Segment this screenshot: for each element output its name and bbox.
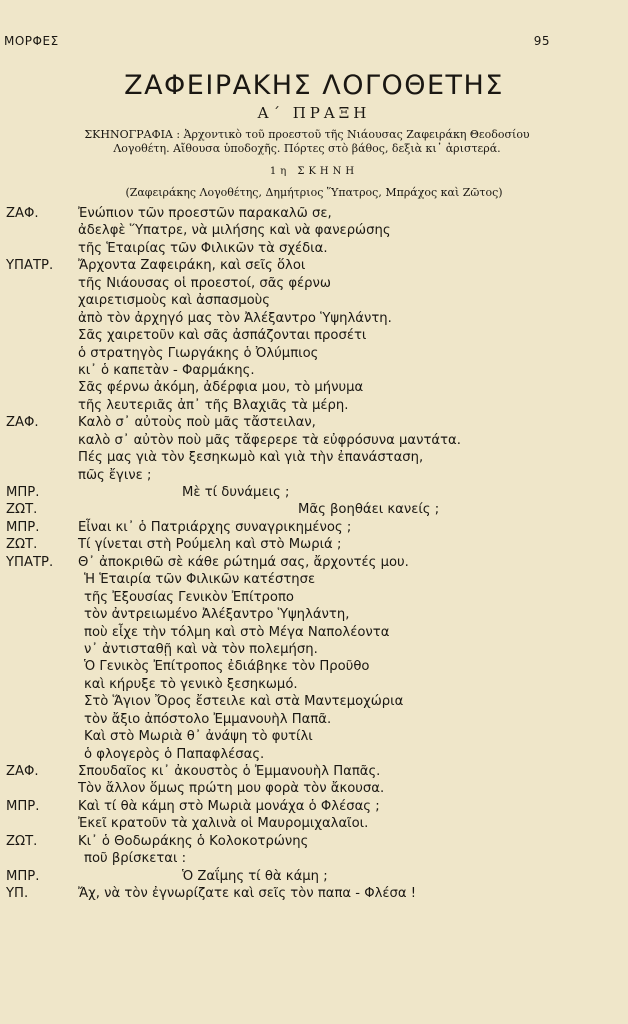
speaker-label: ΖΑΦ. bbox=[6, 206, 39, 221]
dialogue-line bbox=[0, 537, 628, 554]
dialogue-line bbox=[0, 433, 628, 450]
speaker-label: ΖΩΤ. bbox=[6, 833, 38, 849]
scene-heading: 1η ΣΚΗΝΗ bbox=[269, 166, 359, 177]
dialogue-line bbox=[0, 450, 628, 467]
play-title: ΖΑΦΕΙΡΑΚΗΣ ΛΟΓΟΘΕΤΗΣ bbox=[124, 70, 504, 101]
dialogue-line bbox=[0, 258, 628, 275]
scenography bbox=[6, 128, 608, 156]
running-head bbox=[4, 34, 550, 48]
dialogue-line bbox=[0, 276, 628, 293]
dialogue-line bbox=[0, 293, 628, 310]
journal-name: ΜΟΡΦΕΣ bbox=[4, 34, 59, 48]
speaker-label: ΖΑΦ. bbox=[6, 764, 39, 779]
verse-text: Καλὸ σ᾽ αὐτοὺς ποὺ μᾶς τἄστειλαν, bbox=[78, 415, 316, 431]
dialogue-line bbox=[0, 659, 628, 676]
dialogue-line bbox=[0, 311, 628, 328]
speaker-label: ΜΠΡ. bbox=[6, 485, 40, 500]
verse-text: τῆς Νιάουσας οἱ προεστοί, σᾶς φέρνω bbox=[78, 275, 331, 291]
verse-text: τῆς Ἐξουσίας Γενικὸν Ἐπίτροπο bbox=[84, 589, 294, 605]
verse-text: ν᾽ ἀντισταθῇ καὶ νὰ τὸν πολεμήση. bbox=[84, 641, 318, 657]
verse-text: Σπουδαῖος κι᾽ ἀκουστὸς ὁ Ἐμμανουὴλ Παπᾶς. bbox=[78, 764, 381, 779]
dialogue-line bbox=[0, 502, 628, 519]
dialogue-line bbox=[0, 520, 628, 537]
dialogue-line bbox=[0, 485, 628, 502]
dialogue-line bbox=[0, 363, 628, 380]
verse-text: Τί γίνεται στὴ Ρούμελη καὶ στὸ Μωριά ; bbox=[78, 537, 342, 553]
scenography-line: Λογοθέτη. Αἴθουσα ὑποδοχῆς. Πόρτες στὸ βάθος, δεξιὰ κι᾽ ἀριστερά. bbox=[113, 142, 501, 155]
dialogue-line bbox=[0, 625, 628, 642]
verse-text: Ἄχ, νὰ τὸν ἐγνωρίζατε καὶ σεῖς τὸν παπα - Φλέσα ! bbox=[78, 886, 417, 902]
speaker-label: ΜΠΡ. bbox=[6, 519, 40, 535]
dialogue bbox=[0, 206, 628, 904]
verse-text: ποῦ βρίσκεται : bbox=[84, 851, 187, 867]
dialogue-line bbox=[0, 729, 628, 746]
dialogue-line bbox=[0, 834, 628, 851]
dialogue-line bbox=[0, 712, 628, 729]
act-heading: Α΄ ΠΡΑΞΗ bbox=[257, 104, 371, 122]
dialogue-line bbox=[0, 346, 628, 363]
verse-text: Στὸ Ἅγιον Ὄρος ἔστειλε καὶ στὰ Μαντεμοχώρια bbox=[84, 694, 404, 710]
dialogue-line bbox=[0, 886, 628, 903]
dialogue-line bbox=[0, 241, 628, 258]
dialogue-line bbox=[0, 869, 628, 886]
verse-text: Ἡ Ἑταιρία τῶν Φιλικῶν κατέστησε bbox=[84, 572, 316, 588]
verse-text: ἀπὸ τὸν ἀρχηγό μας τὸν Ἀλέξαντρο Ὑψηλάντη. bbox=[78, 310, 392, 326]
verse-text: καὶ κήρυξε τὸ γενικὸ ξεσηκωμό. bbox=[84, 676, 298, 692]
verse-text: Μᾶς βοηθάει κανείς ; bbox=[298, 502, 440, 518]
verse-text: Ὁ Γενικὸς Ἐπίτροπος ἐδιάβηκε τὸν Προῦθο bbox=[84, 659, 370, 675]
verse-text: ἀδελφὲ Ὕπατρε, νὰ μιλήσης καὶ νὰ φανερώσης bbox=[78, 223, 391, 239]
dialogue-line bbox=[0, 816, 628, 833]
dialogue-line bbox=[0, 555, 628, 572]
verse-text: πῶς ἔγινε ; bbox=[78, 467, 152, 483]
dialogue-line bbox=[0, 799, 628, 816]
scenography-line: ΣΚΗΝΟΓΡΑΦΙΑ : Ἀρχοντικὸ τοῦ προεστοῦ τῆς Νιάουσας Ζαφειράκη Θεοδοσίου bbox=[84, 128, 530, 141]
speaker-label: ΜΠΡ. bbox=[6, 868, 40, 884]
cast-list: (Ζαφειράκης Λογοθέτης, Δημήτριος Ὕπατρος, Μπράχος καὶ Ζῶτος) bbox=[125, 186, 503, 199]
dialogue-line bbox=[0, 642, 628, 659]
verse-text: Σᾶς φέρνω ἀκόμη, ἀδέρφια μου, τὸ μήνυμα bbox=[78, 380, 364, 396]
verse-text: Ὁ Ζαΐμης τί θὰ κάμη ; bbox=[182, 868, 328, 884]
verse-text: Ἐκεῖ κρατοῦν τὰ χαλινὰ οἱ Μαυρομιχαλαῖοι. bbox=[78, 816, 369, 832]
verse-text: τῆς λευτεριᾶς ἀπ᾽ τῆς Βλαχιᾶς τὰ μέρη. bbox=[78, 397, 349, 413]
page-number: 95 bbox=[533, 34, 550, 48]
speaker-label: ΖΑΦ. bbox=[6, 415, 39, 431]
dialogue-line bbox=[0, 781, 628, 798]
dialogue-line bbox=[0, 607, 628, 624]
dialogue-line bbox=[0, 764, 628, 781]
dialogue-line bbox=[0, 572, 628, 589]
dialogue-line bbox=[0, 694, 628, 711]
verse-text: κι᾽ ὁ καπετὰν - Φαρμάκης. bbox=[78, 362, 255, 378]
verse-text: Καὶ στὸ Μωριὰ θ᾽ ἀνάψη τὸ φυτίλι bbox=[84, 729, 313, 745]
dialogue-line bbox=[0, 415, 628, 432]
verse-text: Πές μας γιὰ τὸν ξεσηκωμὸ καὶ γιὰ τὴν ἐπανάσταση, bbox=[78, 450, 424, 466]
dialogue-line bbox=[0, 328, 628, 345]
dialogue-line bbox=[0, 747, 628, 764]
verse-text: ὁ στρατηγὸς Γιωργάκης ὁ Ὀλύμπιος bbox=[78, 345, 319, 361]
verse-text: τὸν ἀντρειωμένο Ἀλέξαντρο Ὑψηλάντη, bbox=[84, 607, 350, 623]
verse-text: Τὸν ἄλλον ὅμως πρώτη μου φορὰ τὸν ἄκουσα. bbox=[78, 781, 385, 797]
speaker-label: ΖΩΤ. bbox=[6, 537, 38, 553]
verse-text: ποὺ εἶχε τὴν τόλμη καὶ στὸ Μέγα Ναπολέοντα bbox=[84, 624, 390, 640]
speaker-label: ΥΠ. bbox=[6, 886, 29, 902]
verse-text: Εἶναι κι᾽ ὁ Πατριάρχης συναγρικημένος ; bbox=[78, 519, 352, 535]
speaker-label: ΥΠΑΤΡ. bbox=[6, 554, 54, 570]
verse-text: Σᾶς χαιρετοῦν καὶ σᾶς ἀσπάζονται προσέτι bbox=[78, 328, 367, 344]
dialogue-line bbox=[0, 398, 628, 415]
speaker-label: ΥΠΑΤΡ. bbox=[6, 258, 54, 274]
dialogue-line bbox=[0, 380, 628, 397]
dialogue-line bbox=[0, 468, 628, 485]
speaker-label: ΜΠΡ. bbox=[6, 798, 40, 814]
verse-text: Μὲ τί δυνάμεις ; bbox=[182, 485, 290, 500]
verse-text: χαιρετισμοὺς καὶ ἀσπασμοὺς bbox=[78, 293, 271, 309]
dialogue-line bbox=[0, 677, 628, 694]
verse-text: τῆς Ἑταιρίας τῶν Φιλικῶν τὰ σχέδια. bbox=[78, 240, 328, 256]
verse-text: Κι᾽ ὁ Θοδωράκης ὁ Κολοκοτρώνης bbox=[78, 833, 309, 849]
verse-text: Θ᾽ ἀποκριθῶ σὲ κάθε ρώτημά σας, ἄρχοντές μου. bbox=[78, 554, 409, 570]
dialogue-line bbox=[0, 206, 628, 223]
dialogue-line bbox=[0, 851, 628, 868]
verse-text: Καὶ τί θὰ κάμη στὸ Μωριὰ μονάχα ὁ Φλέσας ; bbox=[78, 798, 380, 814]
dialogue-line bbox=[0, 590, 628, 607]
verse-text: Ἄρχοντα Ζαφειράκη, καὶ σεῖς ὅλοι bbox=[78, 258, 306, 274]
speaker-label: ΖΩΤ. bbox=[6, 502, 38, 518]
verse-text: τὸν ἄξιο ἀπόστολο Ἐμμανουὴλ Παπᾶ. bbox=[84, 711, 332, 727]
verse-text: καλὸ σ᾽ αὐτὸν ποὺ μᾶς τἄφερερε τὰ εὐφρόσυνα μαντάτα. bbox=[78, 432, 461, 448]
dialogue-line bbox=[0, 223, 628, 240]
verse-text: Ἐνώπιον τῶν προεστῶν παρακαλῶ σε, bbox=[78, 206, 332, 221]
verse-text: ὁ φλογερὸς ὁ Παπαφλέσας. bbox=[84, 746, 265, 762]
